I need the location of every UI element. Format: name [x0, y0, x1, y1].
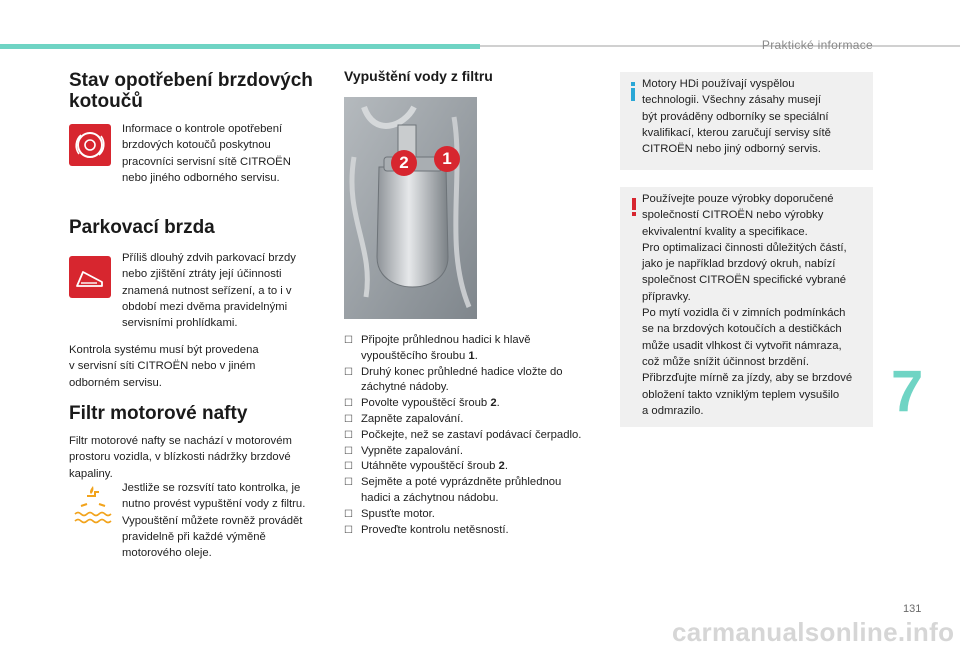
brake-discs-text: Informace o kontrole opotřebení brzdových kotoučů poskytnou pracovníci servisní sítě CITROËN nebo jiného odborného servisu.: [122, 123, 291, 184]
parking-brake-text: Příliš dlouhý zdvih parkovací brzdy nebo zjištění ztráty její účinnosti znamená nutnost seřízení, a to i v období mezi dvěma pravidelnými servisními prohlídkami.: [122, 252, 296, 330]
checkbox-bullet-icon: ☐: [344, 413, 353, 425]
checkbox-bullet-icon: ☐: [344, 335, 353, 346]
page-number: 131: [903, 603, 922, 615]
parking-brake-note: Kontrola systému musí být provedena v servisní síti CITROËN nebo v jiném odborném servisu.: [69, 344, 259, 389]
warning-panel: [620, 187, 873, 427]
fuel-filter-title: Filtr motorové nafty: [69, 403, 248, 424]
fuel-filter-photo: [344, 97, 477, 319]
checkbox-bullet-icon: ☐: [344, 524, 353, 536]
chapter-number: 7: [891, 359, 924, 424]
warning-text: Používejte pouze výrobky doporučené společností CITROËN nebo výrobky ekvivalentní kvality a specifikace. Pro optimalizaci činnosti důležitých částí, jako je například brzdový okruh, nabízí společnost CITROËN specifické vybrané přípravky. Po mytí vozidla či v zimních podmínkách se na brzdových kotoučích a destičkách může usadit vlhkost či vytvořit námraza, což může snížit účinnost brzdění. Přibrzďujte mírně za jízdy, aby se brzdové obložení takto vzniklým teplem vysušilo a odmrazilo.: [642, 193, 853, 417]
warning-icon: [631, 198, 637, 216]
info-panel: [620, 72, 873, 170]
drain-step: ☐ Počkejte, než se zastaví podávací čerpadlo.: [344, 428, 614, 444]
drain-step: ☐ Povolte vypouštěcí šroub 2.: [344, 396, 614, 412]
checkbox-bullet-icon: ☐: [344, 445, 353, 457]
drain-step: ☐ Utáhněte vypouštěcí šroub 2.: [344, 459, 614, 475]
parking-brake-icon: [69, 256, 111, 298]
parking-brake-title: Parkovací brzda: [69, 217, 215, 238]
checkbox-bullet-icon: ☐: [344, 461, 353, 473]
info-text: Motory HDi používají vyspělou technologii. Všechny zásahy musejí být prováděny odborníky se speciální kvalifikací, kterou zaručují servisy sítě CITROËN nebo jiný odborný servis.: [642, 78, 831, 156]
drain-step: ☐ Druhý konec průhledné hadice vložte do záchytné nádoby.: [344, 365, 563, 394]
drain-step: ☐ Vypněte zapalování.: [344, 444, 614, 460]
checkbox-bullet-icon: ☐: [344, 477, 353, 489]
water-in-fuel-icon: [73, 484, 113, 526]
water-drain-title: Vypuštění vody z filtru: [344, 68, 493, 84]
drain-step: ☐ Spusťte motor.: [344, 507, 614, 523]
header-rule: [480, 45, 960, 47]
fuel-filter-warning: Jestliže se rozsvítí tato kontrolka, je nutno provést vypuštění vody z filtru. Vypouštění můžete rovněž provádět pravidelně při každé výměně motorového oleje.: [122, 482, 306, 560]
checkbox-bullet-icon: ☐: [344, 429, 353, 441]
info-icon: [628, 82, 638, 101]
drain-step: ☐ Sejměte a poté vyprázdněte průhlednou hadici a záchytnou nádobu.: [344, 476, 562, 504]
checkbox-bullet-icon: ☐: [344, 398, 353, 410]
photo-callout-1: 1: [434, 146, 460, 172]
section-header-title: Praktické informace: [761, 38, 873, 52]
drain-step: ☐ Proveďte kontrolu netěsností.: [344, 523, 614, 539]
brake-discs-title: Stav opotřebení brzdových kotoučů: [69, 70, 313, 112]
drain-steps-list: [344, 333, 614, 538]
watermark: carmanualsonline.info: [672, 617, 955, 647]
fuel-filter-text: Filtr motorové nafty se nachází v motorovém prostoru vozidla, v blízkosti nádržky brzdové kapaliny.: [69, 435, 292, 480]
drain-step: ☐ Připojte průhlednou hadici k hlavě vypouštěcího šroubu 1.: [344, 334, 531, 362]
drain-step: ☐ Zapněte zapalování.: [344, 412, 614, 428]
checkbox-bullet-icon: ☐: [344, 508, 353, 520]
brake-disc-icon: [69, 124, 111, 166]
photo-callout-2: 2: [391, 150, 417, 176]
header-accent-bar: [0, 44, 480, 49]
checkbox-bullet-icon: ☐: [344, 366, 353, 378]
